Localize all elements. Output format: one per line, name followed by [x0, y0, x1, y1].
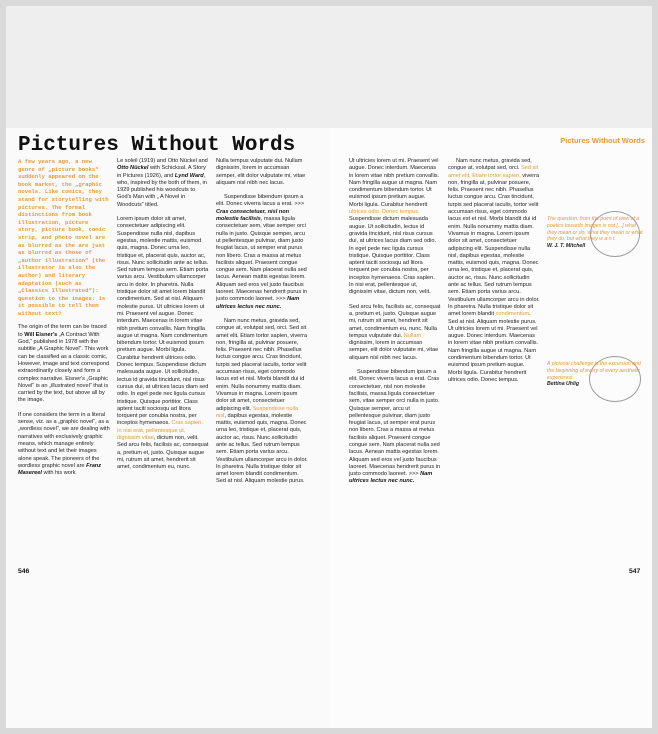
previous-page-edge [6, 6, 652, 128]
quote-author: W. J. T. Mitchell [547, 243, 586, 250]
paragraph: Sed arcu felis, facilisis ac, consequat a, pretium et, justo. Quisque augue mi, rutrum sit amet, hendrerit sit amet, condimentum eu, nunc. Nulla tempus vulputate dui. Nullam dignissim, lorem in accumsan semper, elit dolor vulputate mi, vitae aliquam nisl nibh nec lacus. [349, 303, 441, 361]
paragraph: Le soleil (1919) and Otto Nückel and Otto Nückel with Schicksal. A Story in Pictures (1926), and Lynd Ward, who, inspired by the both of them, in 1929 published his woodcuts to God's Man with „ A Novel in Woodcuts“ titled. [117, 158, 208, 208]
paragraph: Suspendisse bibendum ipsum a elit. Donec viverra lacus a erat. Cras consectetuer, nisl non molestie facilisis, massa ligula consectetuer sem, vitae semper orci nulla in justo. Quisque semper, arcu ut pellentesque pulvinar, diam justo feugiat lacus, ut semper erat purus non libero. Cras a massa at metus facilisis aliquet. Praesent congue congue sem. Nam placerat nulla sed lacus. Aenean mattis egestas lorem. Aliquam sed eros vel justo faucibus laoreet. Maecenas hendrerit purus in justo commodo laoreet. >>> Nam ultrices lectus nec nunc. [349, 369, 441, 485]
paragraph: Nam nunc metus, gravida sed, congue at, volutpat sed, orci. Sed sit amet elit. Etiam tortor sapien, viverra non, fringilla at, pulvinar posuere, felis. Praesent nec nibh. Phasellus luctus congue arcu. Cras tincidunt, turpis sed placerat iaculis, tortor velit accumsan risus, eget commodo lacus est et nisl. Morbi blandit dui id enim. Nulla nonummy mattis diam. Vivamus in magna. Lorem ipsum dolor sit amet, consectetuer adipiscing elit. Suspendisse nulla nisl, dapibus egestas, molestie mattis, euismod quis, magna. Donec urna leo, tristique et, placerat quis, auctor ac, risus. Nunc sollicitudin ante ac tellus. Sed rutrum tempus sem. Etiam porta varius arcu. Vestibulum ullamcorper arcu in dolor. In pharetra. Nulla tristique dolor sit amet lorem blandit condimentum. Sed at nisl. Aliquam molestie purus. [216, 317, 308, 485]
paragraph: If one considers the term in a literal sense, viz. as a „graphic novel“, as a „wordless novel“, we are dealing with narratives with exclusively graphic means, which manage entirely without text and let their images alone speak. The pioneers of the wordless graphic novel are Franz Masereel with his work [18, 411, 110, 477]
page-number-left: 546 [18, 568, 30, 575]
page-number-right: 547 [629, 568, 641, 575]
paragraph: Lorem ipsum dolor sit amet, consectetuer adipiscing elit. Suspendisse nulla nisl, dapibus egestas, molestie mattis, euismod quis, magna. Donec urna leo, tristique et, placerat quis, auctor ac, risus. Nunc sollicitudin ante ac tellus. Sed rutrum tempus sem. Etiam porta varius arcu. Vestibulum ullamcorper arcu in dolor. In pharetra. Nulla tristique dolor sit amet lorem blandit condimentum. Sed at nisl. Aliquam molestie purus. Ut ultricies lorem ut mi. Praesent vel augue. Donec interdum. Maecenas in lorem vitae nibh pretium convallis. Nam fringilla augue ut magna. Nam condimentum bibendum tortor. Ut euismod ipsum pretium augue. Morbi ligula. Curabitur hendrerit ultrices odio. Donec tempus. Suspendisse dictum malesuada augue. Ut sollicitudin, lectus id gravida tincidunt, nisl risus cursus dui, at ultrices lacus diam sed odio. In eget pede nec ligula cursus tristique. Quisque porttitor. Class aptent taciti sociosqu ad litora torquent per conubia nostra, per inceptos hymenaeos. Cras sapien. In nisi erat, pellentesque ut, dignissim vitae, dictum non, velit. Sed arcu felis, facilisis ac, consequat a, pretium et, justo. Quisque augue mi, rutrum sit amet, hendrerit sit amet, condimentum eu, nunc. [117, 216, 209, 471]
paragraph: Ut ultricies lorem ut mi. Praesent vel augue. Donec interdum. Maecenas in lorem vitae nibh pretium convallis. Nam fringilla augue ut magna. Nam condimentum bibendum tortor. Ut euismod ipsum pretium augue. Morbi ligula. Curabitur hendrerit ultrices odio. Donec tempus. Suspendisse dictum malesuada augue. Ut sollicitudin, lectus id gravida tincidunt, nisl risus cursus dui, at ultrices lacus diam sed odio. In eget pede nec ligula cursus tristique. Quisque porttitor. Class aptent taciti sociosqu ad litora torquent per conubia nostra, per inceptos hymenaeos. Cras sapien. In nisi erat, pellentesque ut, dignissim vitae, dictum non, velit. [349, 158, 440, 296]
column-4 [349, 158, 441, 493]
paragraph: Nulla tempus vulputate dui. Nullam dignissim, lorem in accumsan semper, elit dolor vulputate mi, vitae aliquam nisl nibh nec lacus. [216, 158, 306, 186]
paragraph: The origin of the term can be traced to Will Eisner's „A Contract With God,“ published in 1978 with the subtitle „A Graphic Novel“. This work can be classified as a classic comic, However, image and text correspond extraordinarily closely and form a complex narrative. Eisner's „Graphic Novel“ is an „illustrated novel“ that is carried by the text, but above all by the image. [18, 324, 110, 404]
intro-paragraph: A few years ago, a new genre of „picture books“ suddenly appeared on the book market, the „graphic novels. Like comics, they stand for storytelling with pictures. The formal distinctions from book illustration, picture story, picture book, comic strip, and photo novel are as blurred as the are just as blurred as those of „author illustration“ (the illustrator is also the author) and literary adaptation (such as „Classics Illustrated“): question to the images: is it possible to tell them without text? [18, 158, 109, 317]
column-1 [18, 158, 110, 484]
side-quote [547, 216, 643, 250]
column-2 [117, 158, 209, 478]
side-quote [547, 361, 643, 388]
quote-text: A pictorial challenge is the excursion and the beginning of every of every aesthetic experience. [547, 361, 641, 381]
paragraph: Nam nunc metus, gravida sed, congue at, volutpat sed, orci. Sed sit amet elit. Etiam tortor sapien, viverra non, fringilla at, pulvinar posuere, felis. Praesent nec nibh. Phasellus luctus congue arcu. Cras tincidunt, turpis sed placerat iaculis, tortor velit accumsan risus, eget commodo lacus est et nisl. Morbi blandit dui id enim. Nulla nonummy mattis diam. Vivamus in magna. Lorem ipsum dolor sit amet, consectetuer adipiscing elit. Suspendisse nulla nisl, dapibus egestas, molestie mattis, euismod quis, magna. Donec urna leo, tristique et, placerat quis, auctor ac, risus. Nunc sollicitudin ante ac tellus. Sed rutrum tempus sem. Etiam porta varius arcu. Vestibulum ullamcorper arcu in dolor. In pharetra. Nulla tristique dolor sit amet lorem blandit condimentum. Sed at nisl. Aliquam molestie purus. Ut ultricies lorem ut mi. Praesent vel augue. Donec interdum. Maecenas in lorem vitae nibh pretium convallis. Nam fringilla augue ut magna. Nam condimentum bibendum tortor. Ut euismod ipsum pretium augue. Morbi ligula. Curabitur hendrerit ultrices odio. Donec tempus. [448, 158, 540, 383]
running-head: Pictures Without Words [560, 136, 645, 145]
chapter-title: Pictures Without Words [18, 134, 296, 157]
paragraph: Suspendisse bibendum ipsum a elit. Donec viverra lacus a erat. >>> Cras consectetuer, nisl non molestie facilisis, massa ligula consectetuer sem, vitae semper orci nulla in justo. Quisque semper, arcu ut pellentesque pulvinar, diam justo feugiat lacus, ut semper erat purus non libero. Cras a massa at metus facilisis aliquet. Praesent congue congue sem. Nam placerat nulla sed lacus. Aenean mattis egestas lorem. Aliquam sed eros vel justo faucibus laoreet. Maecenas hendrerit purus in justo commodo laoreet. >>> Nam ultrices lectus nec nunc. [216, 194, 308, 310]
column-5 [448, 158, 540, 391]
quote-author: Bettina Uhlig [547, 381, 579, 388]
column-3 [216, 158, 308, 493]
quote-text: The question, from the point of view of a poetics towards images is not [...] what they mean or do, what they mean or what they do, but what they w a n t. [547, 216, 643, 243]
